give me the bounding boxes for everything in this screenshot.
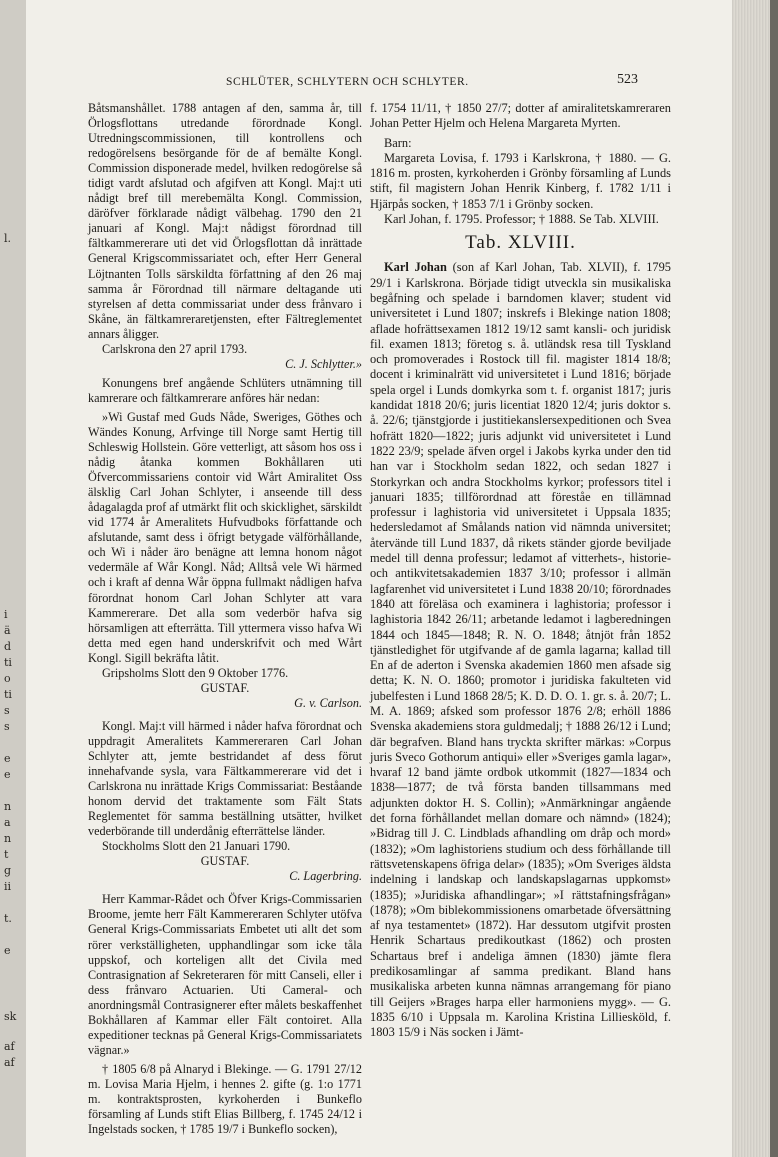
royal-letter: »Wi Gustaf med Guds Nåde, Sweriges, Göthes och Wändes Konung, Arfvinge till Norge samt Hertig till Schleswig Hollstein. Göre vetterligt, att såsom hos oss i nådig åtanka kommen Bokhållaren uti Öfvercommissariens contoir vid Wårt Amiralitet Oss älsklig Carl Johan Schlyter, i anseende till dess ådagalagda prof af utmärkt flit och skicklighet, särskildt vid 1774 år Ameralitets Hufvudboks författande och afslutande, samt dess i öfrigt betygade välförhållande, och Wi i nåder äro benägne att lemna honom något vedermäle af Wår Kongl. Nåd; Alltså vele Wi härmed och i kraft af denna Wår öppna fullmakt nådligen hafva förordnat honom Carl Johan Schlyter att vara Kammererare. Det alla som vederbör hafva sig hörsamligen att efterrätta. Till yttermera visso hafva Wi detta med egen hand underskrifvit och med Wårt Kongl. Sigill bekräfta låtit. — [88, 409, 362, 665]
margin-fragment: d — [4, 640, 12, 653]
paragraph: f. 1754 11/11, † 1850 27/7; dotter af amiralitetskamreraren Johan Petter Hjelm och Helena Margareta Myrten. — [370, 101, 671, 131]
margin-fragment: t — [4, 848, 9, 861]
bio-text: (son af Karl Johan, Tab. XLVII), f. 1795 29/1 i Karlskrona. Började tidigt utveckla sin musikaliska begåfning och spelade i barndomen klaver; student vid universitetet i Lund 1807; inskrefs i Blekinge nation 1808; aflade hofrättsexamen 1812 19/12 samt kansli- och juridisk fil. examen 1813; företog s. å. utländsk resa till Tyskland och promoverades i Rostock till fil. magister 1814 18/8; docent i kriminalrätt vid universitetet i Lund 1816; började spela orgel i Lunds domkyrka som t. f. organist 1817; juris kandidat 1818 20/6; juris licentiat 1820 12/4; juris doktor s. å. 22/6; tjänstgjorde i justitiekanslersexpeditionen och Svea hofrätt 1820—1822; juris adjunkt vid universitetet i Lund 1822 23/9; spelade äfven orgel i Jakobs kyrka under den tid han var i Stockholm sedan 1822, och sedan 1827 i Storkyrkan och andra Stockholms kyrkor; professors titel i januari 1835; tillförordnad att föreståe en tillämnad professur i laghistoria vid universitetet i Uppsala 1835; hedersledamot af Smålands nation vid nämnda universitet; återvände till Lund 1837, då rikets ständer gjorde beviljade medel till denna professur; ledamot af vitterhets-, historie- och antikvitetsakademien 1837 3/10; professor i allmän lagfarenhet vid universitetet i Lund 1838 20/10; förordnades 1840 att föreläsa och examinera i laghistoria; professor i laghistoria 1842 26/11; arbetande ledamot i lagberedningen 1844 och 1845—1848; R. N. O. 1848; åtnjöt från 1852 tjänstledighet för utgifvande af de gamla lagarna; kallad till En af de aderton i Svenska akademien 1860 men afsade sig detta; K. N. O. 1860; promotor i juridiska fakulteten vid jubelfesten i Lund 1868 28/5; K. D. D. O. 1. gr. s. å. 20/7; L. M. A. 1869; afsked som professor 1876 2/8; erhöll 1886 Svenska akademiens stora guldmedalj; † 1888 26/12 i Lund; där begrafven. Bland hans tryckta skrifter märkas: »Corpus juris Sveco Gothorum antiqui» eller »Sveriges gamla lagar», hvaraf 12 band jämte ordbok utkommit (1827—1834 och 1838—1877; de två första banden tillsammans med adjunkten doktor H. S. Collin); »Anmärkningar angående det forna förhållandet mellan domare och nämnd» (1824); »Bidrag till J. C. Lindblads afhandling om dråp och mord» (1832); »Om laghistoriens studium och dess förhållande till rättsvetenskapens öfriga delar» (1835); »Om Sveriges äldsta indelning i landskap och landskapslagarnas uppkomst» (1835); »Juridiska afhandlingar»; »I rättstafningsfrågan» (1878); »Om biblekommissionens omarbetade öfversättning af nya testamentet» (1872). Har dessutom utgifvit prosten Henrik Schartaus predikoutkast (1862) och prosten Schartaus bref i andeliga ämnen (1830) jämte flera predikosamlingar af samma predikant. Bland hans musikaliska arbeten kunna nämnas arrangemang för piano till Geijers »Brages harpa eller harmoniens mygg». — G. 1835 6/10 i Uppsala m. Karolina Kristina Lilliesköld, f. 1803 15/9 i Näs socken i Jämt- — [370, 260, 672, 1040]
right-column — [370, 101, 671, 1041]
margin-fragment: o — [4, 672, 11, 685]
signature: C. J. Schlytter.» — [285, 356, 362, 371]
child-entry: Margareta Lovisa, f. 1793 i Karlskrona, † 1880. — G. 1816 m. prosten, kyrkoherden i Grönby församling af Lunds stift, fil magistern Johan Henrik Kinberg, f. 1782 1/11 i Hjärpås socken, † 1853 7/1 i Grönby socken. — [370, 150, 671, 211]
margin-fragment: ti — [4, 688, 12, 701]
king-signature: GUSTAF. — [200, 680, 250, 695]
date-line: Gripsholms Slott den 9 Oktober 1776. — [102, 665, 289, 680]
margin-fragment: t. — [4, 912, 12, 925]
table-heading: Tab. XLVIII. — [465, 232, 576, 254]
margin-fragment: sk — [4, 1010, 17, 1023]
paragraph: † 1805 6/8 på Alnaryd i Blekinge. — G. 1791 27/12 m. Lovisa Maria Hjelm, i hennes 2. gifte (g. 1:o 1771 m. kontraktsprosten, kyrkoherden i Bunkeflo församling af Lunds stift Elias Billberg, f. 1745 24/12 i Ingelstads socken, † 1785 19/7 i Bunkeflo socken), — [88, 1061, 362, 1137]
barn-label: Barn: — [384, 135, 412, 150]
margin-fragment: e — [4, 944, 11, 957]
biography — [370, 260, 671, 1040]
book-cover-edge — [770, 0, 778, 1157]
margin-fragment: ii — [4, 880, 12, 893]
left-column — [88, 101, 362, 1137]
paragraph: Konungens bref angående Schlüters utnämning till kamrerare och fältkamrerare anföres här nedan: — [88, 375, 362, 405]
margin-fragment: e — [4, 752, 11, 765]
bio-name: Karl Johan — [384, 260, 447, 275]
paragraph: Herr Kammar-Rådet och Öfver Krigs-Commissarien Broome, jemte herr Fält Kammereraren Schlyter utöfva General Krigs-Commissariats Embetet uti allt det som rörer verkställigheten, upphandlingar som icke tåla uppskof, och korteligen allt det Civila med Contrasignation af Sekreteraren för mitt Canseli, eller i dess frånvaro Actuarien. Uti Cameral- och anordningsmål Contrasignerer efter målets beskaffenhet Bokhållaren af Kammar eller Fält contoiret. Alla expeditioner tecknas på General Krigs-Commissariatets vägnar.» — [88, 892, 362, 1057]
running-title: SCHLÜTER, SCHLYTERN OCH SCHLYTER. — [226, 76, 469, 88]
date-line: Stockholms Slott den 21 Januari 1790. — [102, 839, 291, 854]
child-entry: Karl Johan, f. 1795. Professor; † 1888. Se Tab. XLVIII. — [384, 212, 659, 227]
signature: C. Lagerbring. — [289, 869, 362, 884]
margin-fragment: a — [4, 816, 11, 829]
date-line: Carlskrona den 27 april 1793. — [102, 341, 248, 356]
margin-fragment: ä — [4, 624, 11, 637]
page-number: 523 — [617, 72, 638, 87]
margin-fragment: af — [4, 1056, 15, 1069]
margin-fragment: s — [4, 720, 10, 733]
margin-fragment: l. — [4, 232, 12, 245]
margin-fragment: af — [4, 1040, 15, 1053]
king-signature: GUSTAF. — [200, 854, 250, 869]
paragraph: Båtsmanshållet. 1788 antagen af den, samma år, till Örlogsflottans utredande förordnade Kongl. Utredningscommissionen, till kontrollens och redogörelsens besörgande för de af bemälte Kongl. Commission disponerade medel, hvilken redogörelse så tidigt vardt afslutad och afgifven att Kongl. Maj:t uti nådigt bref till merebemälta Kongl. Commission, däröfver förklarade nådigt välbehag. 1790 den 21 januari af Kongl. Maj:t nådigst förordnad till fältkammererare uti det vid Örlogsflottan då inrättade General Krigscommissariatet och, efter Herr General Löjtnanten Tolls särskildta författning af den 26 maj samma år Förordnad till närmare deltagande uti styrelsen af detta commissariat under dess frånvaro i Skåne, än fältkamreraretjensten, efter Fältreglementet annars åligger. — [88, 101, 362, 341]
adjacent-page-margin — [0, 0, 26, 1157]
royal-order: Kongl. Maj:t vill härmed i nåder hafva förordnat och uppdragit Ameralitets Kammereraren Carl Johan Schlyter att, jemte bestridandet af dess förut innehafvande sysla, vara Fältkammererare vid det i Carlskrona nu inrättade Krigs Commissariat: Beståande honom dervid det traktamente som Fält Stats Reglementet för samma beställning utsätter, hvilket vederbörande till underdånig efterrättelse länder. — [88, 718, 362, 839]
margin-fragment: g — [4, 864, 12, 877]
margin-fragment: n — [4, 800, 12, 813]
margin-fragment: i — [4, 608, 8, 621]
margin-fragment: n — [4, 832, 12, 845]
margin-fragment: ti — [4, 656, 12, 669]
margin-fragment: s — [4, 704, 10, 717]
signature: G. v. Carlson. — [294, 695, 362, 710]
margin-fragment: e — [4, 768, 11, 781]
